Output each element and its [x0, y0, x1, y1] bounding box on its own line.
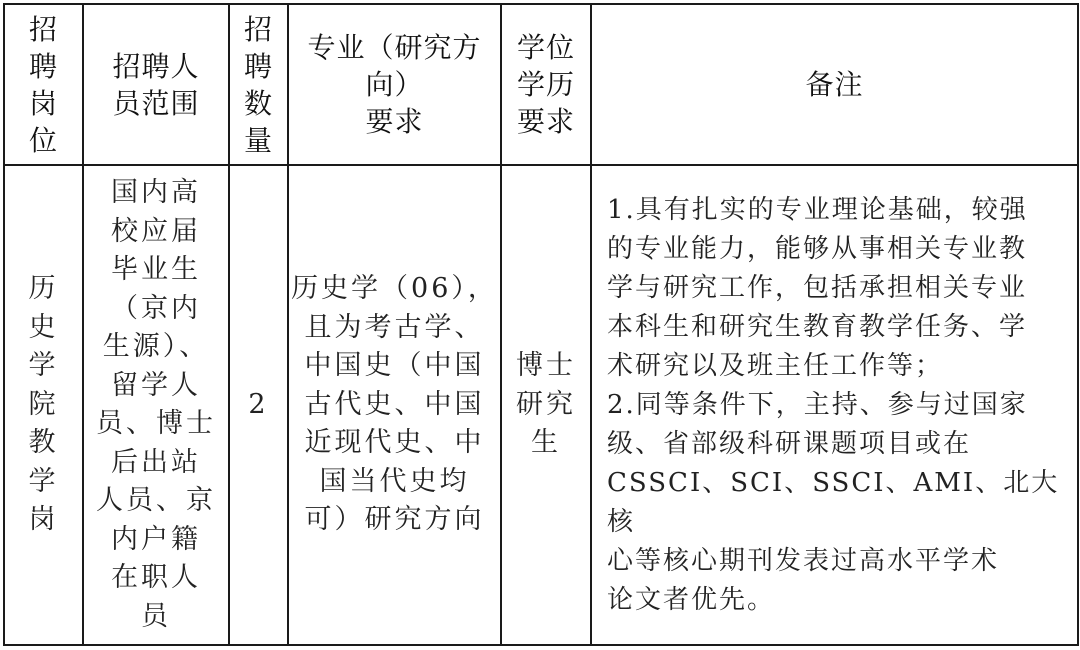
cell-position [4, 165, 83, 645]
degree-value: 博士 研究 生 [516, 350, 576, 459]
table-header-row [4, 4, 1078, 165]
scope-value: 国内高 校应届 毕业生 （京内 生源）、 留学人 员、博士 后出站 人员、京 内户籍 在职人 员 [96, 177, 216, 632]
cell-count [229, 165, 288, 645]
table-row [4, 165, 1078, 645]
count-value: 2 [248, 388, 269, 420]
header-cell-position [4, 4, 83, 165]
cell-notes [591, 165, 1078, 645]
header-scope: 招聘人 员范围 [112, 49, 200, 120]
cell-degree [501, 165, 591, 645]
header-cell-major [288, 4, 501, 165]
cell-scope [83, 165, 229, 645]
header-position: 招 聘 岗 位 [28, 12, 58, 157]
position-value: 历 史 学 院 教 学 岗 [28, 273, 59, 536]
notes-value: 1.具有扎实的专业理论基础，较强 的专业能力，能够从事相关专业教 学与研究工作，包括承担相关专业 本科生和研究生教育教学任务、学 术研究以及班主任工作等； 2.同等条件下，主持、参与过国家 级、省部级科研课题项目或在 CSSCI、SCI、SSCI、AMI、北大核 心等核心期刊发表过高水平学术 论文者优先。 [607, 194, 1060, 615]
header-cell-scope [83, 4, 229, 165]
header-cell-degree [501, 4, 591, 165]
major-value: 历史学（06）， 且为考古学、 中国史（中国 古代史、中国 近现代史、中 国当代史均 可）研究方向 [291, 273, 498, 536]
header-count: 招 聘 数 量 [243, 12, 273, 157]
header-degree: 学位 学历 要求 [516, 31, 575, 138]
header-cell-notes [591, 4, 1078, 165]
cell-major [288, 165, 501, 645]
header-major: 专业（研究方 向） 要求 [307, 31, 482, 138]
recruitment-table [3, 3, 1079, 646]
header-cell-count [229, 4, 288, 165]
header-notes: 备注 [805, 68, 864, 101]
